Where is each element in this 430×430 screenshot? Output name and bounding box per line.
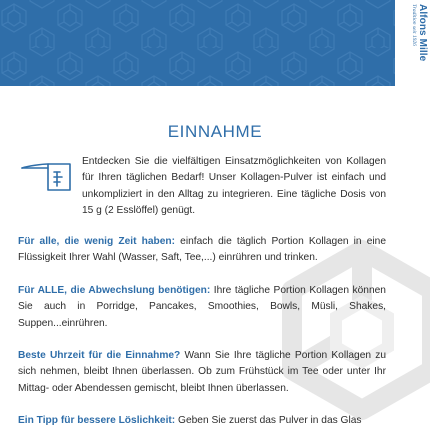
tip-paragraph-3: [18, 348, 386, 397]
tip-2-text: Ihre tägliche Portion Kollagen können Sie auch in Porridge, Pancakes, Smoothies, Bowls, Müsli, Shakes, Suppen...einrühren.: [18, 285, 386, 329]
tip-1-lead: Für alle, die wenig Zeit haben:: [18, 236, 176, 247]
intro-paragraph: Entdecken Sie die vielfältigen Einsatzmöglichkeiten von Kollagen für Ihren täglichen Bedarf! Unser Kollagen-Pulver ist einfach und unkompliziert in den Alltag zu integrieren. Eine tägliche Dosis von 15 g (2 Esslöffel) genügt.: [82, 156, 386, 217]
tip-4-text: Geben Sie zuerst das Pulver in das Glas: [175, 415, 362, 426]
tip-1-text: einfach die täglich Portion Kollagen in eine Flüssigkeit Ihrer Wahl (Wasser, Saft, Tee,...) einrühren und trinken.: [18, 236, 386, 264]
tip-3-text: Wann Sie Ihre tägliche Portion Kollagen zu sich nehmen, bleibt Ihnen überlassen. Ob zum Frühstück im Tee oder unter Ihr Mittag- oder Abendessen gemischt, bleibt Ihnen überlassen.: [18, 350, 386, 394]
tip-paragraph-2: [18, 283, 386, 332]
hexagon-pattern: [0, 0, 395, 86]
tip-4-lead: Ein Tipp für bessere Löslichkeit:: [18, 415, 176, 426]
brand-tagline: Tradition seit 1926: [411, 4, 417, 46]
tip-paragraph-1: [18, 234, 386, 267]
tip-3-lead: Beste Uhrzeit für die Einnahme?: [18, 350, 181, 361]
measuring-scoop-icon: [18, 162, 74, 192]
brand-name: Alfons Mille: [417, 4, 428, 62]
tip-2-lead: Für ALLE, die Abwechslung benötigen:: [18, 285, 211, 296]
page-title: EINNAHME: [167, 122, 263, 141]
header-banner: [0, 0, 430, 86]
tip-paragraph-4: [18, 413, 386, 429]
brand-logo: [410, 4, 428, 61]
